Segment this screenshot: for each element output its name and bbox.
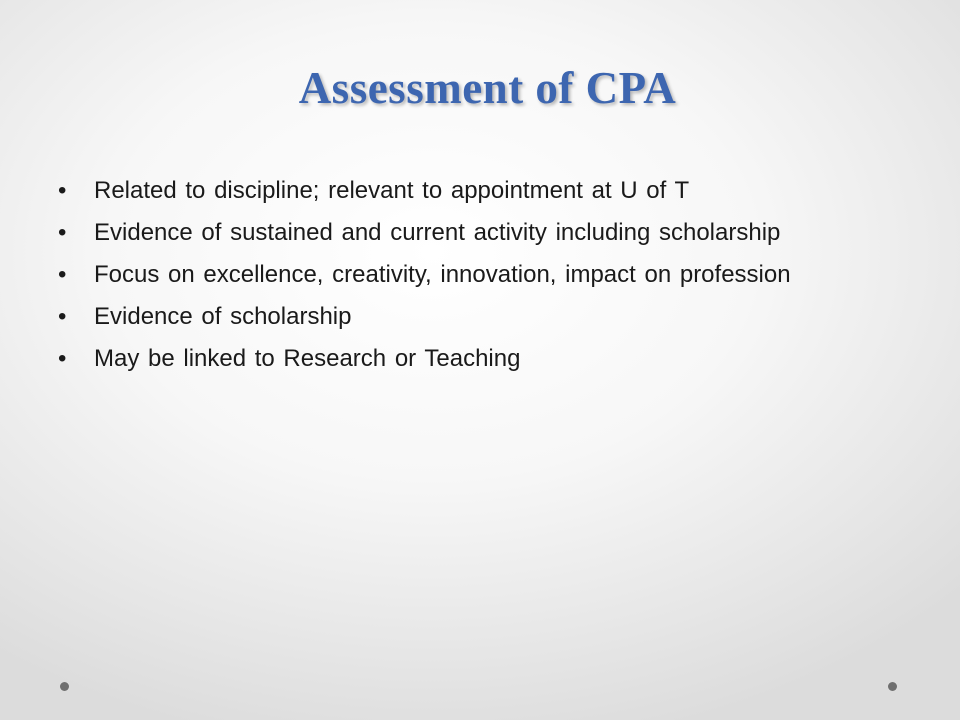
bullet-item xyxy=(56,342,876,376)
bullet-list xyxy=(56,174,876,384)
bullet-icon: • xyxy=(58,177,67,204)
slide-title: Assessment of CPA xyxy=(298,63,677,113)
bullet-item xyxy=(56,258,876,292)
bullet-icon: • xyxy=(58,219,67,246)
bullet-icon: • xyxy=(58,303,67,330)
bullet-text: Related to discipline; relevant to appointment at U of T xyxy=(94,177,690,204)
bullet-item xyxy=(56,216,876,250)
bullet-item xyxy=(56,174,876,208)
bullet-icon: • xyxy=(58,261,67,288)
bullet-text: Evidence of sustained and current activity including scholarship xyxy=(94,219,781,246)
bullet-icon: • xyxy=(58,345,67,372)
bullet-item xyxy=(56,300,876,334)
bullet-text: Focus on excellence, creativity, innovation, impact on profession xyxy=(94,261,791,288)
decorative-dot-icon xyxy=(60,682,69,691)
bullet-text: May be linked to Research or Teaching xyxy=(94,345,521,372)
decorative-dot-icon xyxy=(888,682,897,691)
bullet-text: Evidence of scholarship xyxy=(94,303,352,330)
